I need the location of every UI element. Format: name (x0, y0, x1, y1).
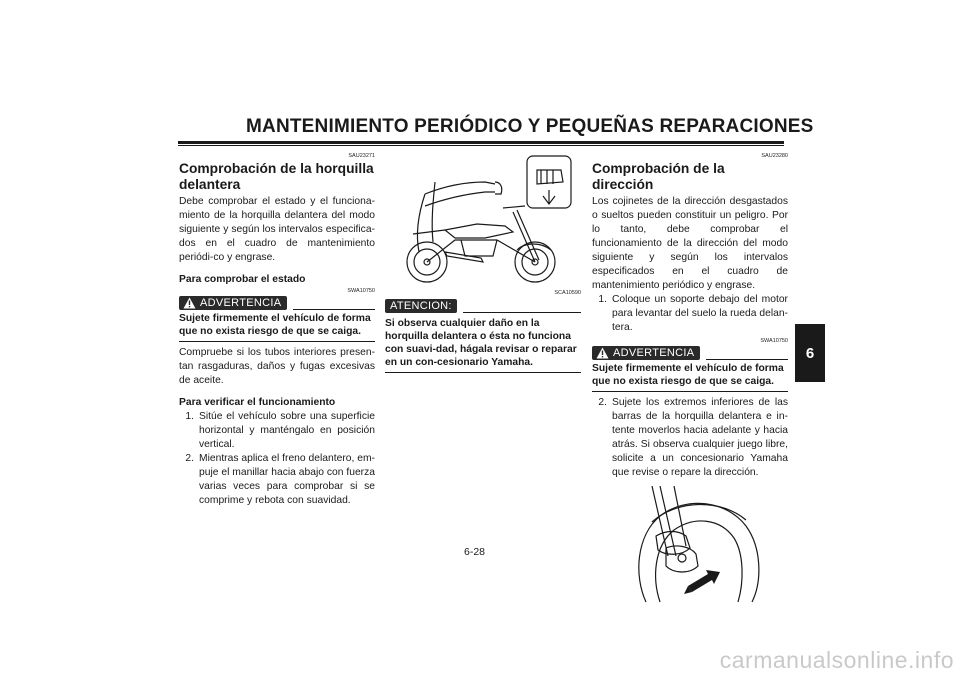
step-number: 2. (185, 453, 194, 464)
section-code: SAU23280 (761, 153, 788, 159)
caution-badge: ATENCION: (385, 299, 457, 313)
page-title: MANTENIMIENTO PERIÓDICO Y PEQUEÑAS REPARACIONES (246, 116, 814, 137)
warning-end-rule (179, 341, 375, 342)
step-number: 2. (598, 397, 607, 408)
step-text: Coloque un soporte debajo del motor para levantar del suelo la rueda delan-tera. (612, 294, 788, 333)
caution-header (385, 299, 581, 313)
caution-end-rule (385, 372, 581, 373)
warning-header (179, 296, 375, 310)
warning-code: SWA10750 (760, 338, 788, 344)
step-text: Sujete los extremos inferiores de las barras de la horquilla delantera e in-tente moverlos hacia adelante y hacia atrás. Si observa cualquier juego libre, solicite a un concesionario Yamaha que revise o repare la dirección. (612, 397, 788, 478)
header-rule-thin (178, 145, 784, 146)
condition-paragraph: Compruebe si los tubos interiores presen-tan rasgaduras, daños y fugas excesivas de aceite. (179, 347, 375, 386)
warning-label: ADVERTENCIA (200, 297, 282, 309)
caution-text: Si observa cualquier daño en la horquilla delantera o ésta no funciona con suavi-dad, hágala revisar o reparar en un con-cesionario Yamaha. (385, 318, 577, 368)
warning-header (592, 346, 788, 360)
figure-code: SCA10590 (554, 290, 581, 296)
column-steering-check (592, 152, 788, 604)
intro-paragraph: Los cojinetes de la dirección desgastados o sueltos pueden constituir un peligro. Por lo tanto, debe comprobar el funcionamiento de la dirección del modo siguiente y según los intervalos especificados en el cuadro de mantenimiento periódico y engrase. (592, 196, 788, 291)
step-text: Mientras aplica el freno delantero, em-puje el manillar hacia abajo con fuerza varias veces para comprobar si se comprime y rebota con suavidad. (199, 453, 375, 506)
step-item (179, 452, 375, 508)
warning-triangle-icon (596, 347, 609, 359)
page-number: 6-28 (464, 546, 486, 558)
warning-end-rule (592, 391, 788, 392)
warning-code: SWA10750 (347, 288, 375, 294)
warning-text: Sujete firmemente el vehículo de forma que no exista riesgo de que se caiga. (592, 363, 784, 387)
subheading-operation: Para verificar el funcionamiento (179, 397, 336, 408)
step-item (592, 396, 788, 480)
warning-triangle-icon (183, 297, 196, 309)
caution-line (463, 312, 581, 313)
watermark[interactable]: carmanualsonline.info (719, 647, 954, 673)
step-number: 1. (185, 411, 194, 422)
step-number: 1. (598, 294, 607, 305)
steering-check-illustration (616, 486, 766, 604)
section-heading: Comprobación de la dirección (592, 161, 725, 192)
section-code: SAU23271 (348, 153, 375, 159)
step-text: Sitúe el vehículo sobre una superficie horizontal y manténgalo en posición vertical. (199, 411, 375, 450)
column-figure (385, 152, 581, 377)
warning-label: ADVERTENCIA (613, 347, 695, 359)
header-rule (178, 141, 784, 144)
warning-line (293, 309, 375, 310)
column-fork-check (179, 152, 375, 508)
step-item (179, 410, 375, 452)
warning-line (706, 359, 788, 360)
warning-badge (179, 296, 287, 310)
warning-text: Sujete firmemente el vehículo de forma que no exista riesgo de que se caiga. (179, 313, 371, 337)
step-item (592, 293, 788, 335)
intro-paragraph: Debe comprobar el estado y el funciona-miento de la horquilla delantera del modo siguiente y según los intervalos especifica-dos en el cuadro de mantenimiento periódi-co y engrase. (179, 196, 375, 263)
motorcycle-fork-illustration (385, 152, 581, 284)
section-heading: Comprobación de la horquilla delantera (179, 161, 374, 192)
subheading-condition: Para comprobar el estado (179, 274, 306, 285)
warning-badge (592, 346, 700, 360)
chapter-tab[interactable]: 6 (795, 324, 825, 382)
